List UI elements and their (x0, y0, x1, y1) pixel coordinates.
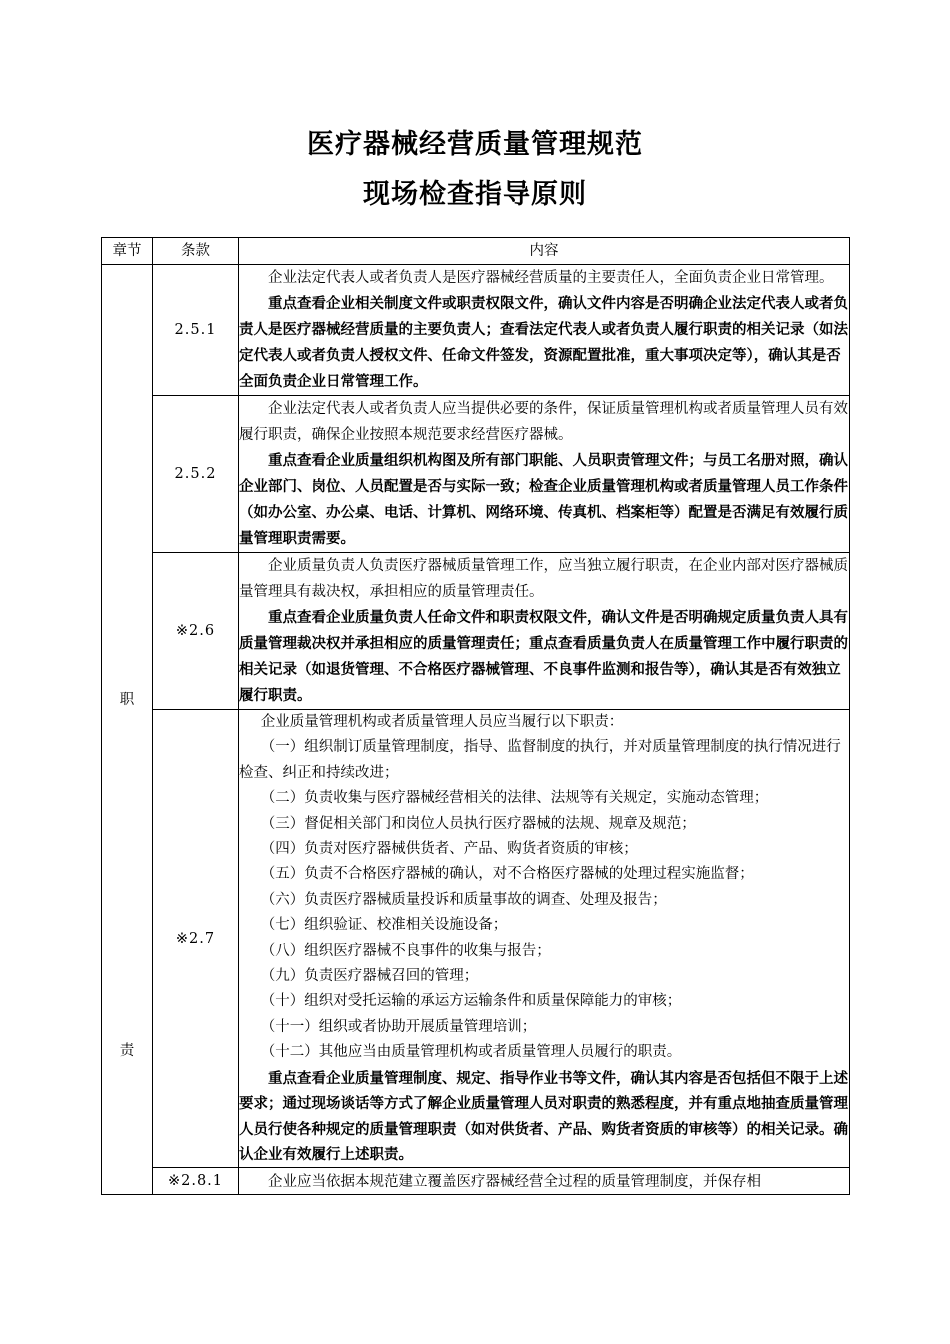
content-cell (239, 396, 850, 553)
document-title-line2: 现场检查指导原则 (363, 179, 587, 210)
duty-item: （七）组织验证、校准相关设施设备； (260, 917, 508, 934)
content-paragraph: 企业法定代表人或者负责人应当提供必要的条件，保证质量管理机构或者质量管理人员有效履行职责，确保企业按照本规范要求经营医疗器械。 (239, 401, 848, 443)
clause-cell: ※2.6 (153, 553, 239, 710)
clause-cell: ※2.7 (153, 710, 239, 1168)
check-paragraph: 重点查看企业质量组织机构图及所有部门职能、人员职责管理文件；与员工名册对照，确认企业部门、岗位、人员配置是否与实际一致；检查企业质量管理机构或者质量管理人员工作条件（如办公室、办公桌、电话、计算机、网络环境、传真机、档案柜等）配置是否满足有效履行质量管理职责需要。 (239, 452, 848, 547)
duty-item: （二）负责收集与医疗器械经营相关的法律、法规等有关规定，实施动态管理； (260, 790, 769, 807)
clause-cell: 2.5.2 (153, 396, 239, 553)
content-cell (239, 553, 850, 710)
table-row (102, 710, 850, 1168)
header-chapter: 章节 (102, 238, 153, 265)
document-title-line1: 医疗器械经营质量管理规范 (307, 129, 643, 160)
duty-item: （九）负责医疗器械召回的管理； (260, 968, 479, 985)
chapter-cell (102, 265, 153, 1195)
content-paragraph: 企业法定代表人或者负责人是医疗器械经营质量的主要责任人，全面负责企业日常管理。 (268, 270, 834, 286)
table-row (102, 265, 850, 396)
clause-cell: ※2.8.1 (153, 1168, 239, 1195)
duty-item: （三）督促相关部门和岗位人员执行医疗器械的法规、规章及规范； (260, 815, 696, 832)
check-paragraph: 重点查看企业质量管理制度、规定、指导作业书等文件，确认其内容是否包括但不限于上述要求；通过现场谈话等方式了解企业质量管理人员对职责的熟悉程度，并有重点地抽查质量管理人员行使各种规定的质量管理职责（如对供货者、产品、购货者资质的审核等）的相关记录。确认企业有效履行上述职责。 (239, 1069, 848, 1163)
table-header-row (102, 238, 850, 265)
duty-item: （五）负责不合格医疗器械的确认，对不合格医疗器械的处理过程实施监督； (260, 866, 754, 883)
content-paragraph: 企业质量负责人负责医疗器械质量管理工作，应当独立履行职责，在企业内部对医疗器械质量管理具有裁决权，承担相应的质量管理责任。 (239, 558, 848, 600)
content-cell (239, 265, 850, 396)
inspection-table (101, 237, 850, 1195)
table-row (102, 396, 850, 553)
check-paragraph: 重点查看企业相关制度文件或职责权限文件，确认文件内容是否明确企业法定代表人或者负责人是医疗器械经营质量的主要负责人；查看法定代表人或者负责人履行职责的相关记录（如法定代表人或者负责人授权文件、任命文件签发，资源配置批准，重大事项决定等），确认其是否全面负责企业日常管理工作。 (239, 295, 848, 390)
header-content: 内容 (239, 238, 850, 265)
table-row (102, 553, 850, 710)
content-paragraph: 企业应当依据本规范建立覆盖医疗器械经营全过程的质量管理制度，并保存相 (268, 1174, 761, 1191)
check-paragraph: 重点查看企业质量负责人任命文件和职责权限文件，确认文件是否明确规定质量负责人具有质量管理裁决权并承担相应的质量管理责任；重点查看质量负责人在质量管理工作中履行职责的相关记录（如退货管理、不合格医疗器械管理、不良事件监测和报告等），确认其是否有效独立履行职责。 (239, 609, 848, 704)
duty-item: （一）组织制订质量管理制度，指导、监督制度的执行，并对质量管理制度的执行情况进行检查、纠正和持续改进； (239, 739, 841, 781)
duty-item: （十）组织对受托运输的承运方运输条件和质量保障能力的审核； (260, 993, 682, 1010)
duty-intro: 企业质量管理机构或者质量管理人员应当履行以下职责： (260, 714, 624, 730)
clause-cell: 2.5.1 (153, 265, 239, 396)
chapter-char: 职 (119, 692, 135, 708)
duty-item: （六）负责医疗器械质量投诉和质量事故的调查、处理及报告； (260, 891, 667, 908)
content-cell (239, 1168, 850, 1195)
duty-item: （八）组织医疗器械不良事件的收集与报告； (260, 942, 551, 959)
chapter-char: 责 (119, 1043, 135, 1059)
content-cell (239, 710, 850, 1168)
duty-item: （十一）组织或者协助开展质量管理培训； (260, 1018, 537, 1035)
duty-item: （十二）其他应当由质量管理机构或者质量管理人员履行的职责。 (260, 1044, 682, 1061)
header-clause: 条款 (153, 238, 239, 265)
table-row (102, 1168, 850, 1195)
duty-item: （四）负责对医疗器械供货者、产品、购货者资质的审核； (260, 841, 638, 858)
